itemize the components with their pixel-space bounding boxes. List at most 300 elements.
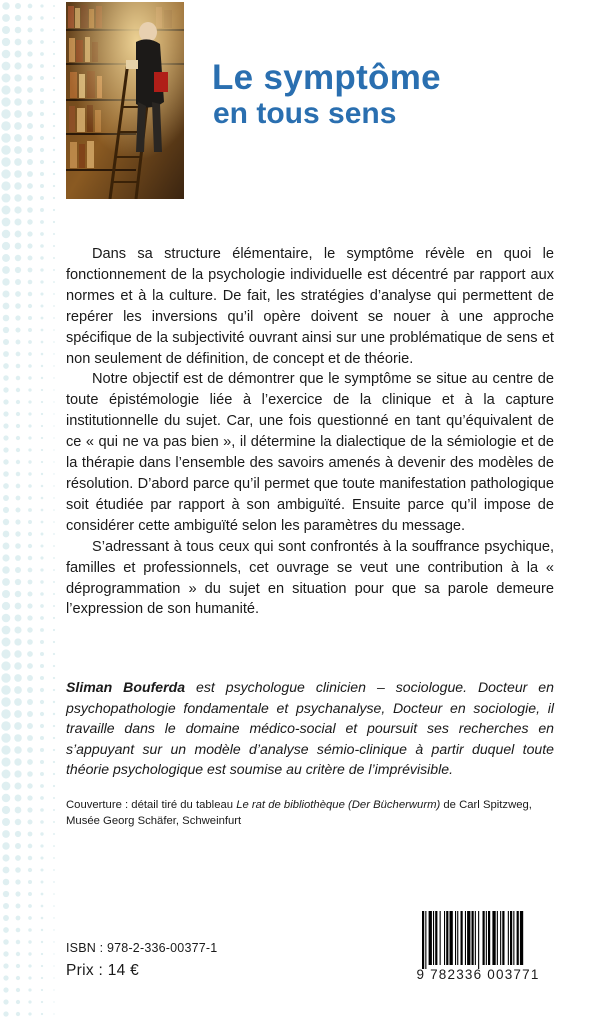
dot <box>53 677 55 679</box>
dot <box>28 580 33 585</box>
dot <box>14 134 22 142</box>
dot <box>28 568 33 573</box>
barcode-bar <box>510 911 512 965</box>
blurb <box>66 244 554 620</box>
dot <box>2 638 11 647</box>
dot <box>2 218 11 227</box>
dot <box>2 14 10 22</box>
dot <box>3 1011 8 1016</box>
dot <box>1 109 10 118</box>
dot <box>41 401 43 403</box>
dot <box>28 1012 31 1015</box>
dot <box>14 674 22 682</box>
dot <box>41 521 44 524</box>
dot <box>28 556 33 561</box>
dot <box>16 388 20 392</box>
barcode <box>411 905 545 985</box>
dot <box>53 833 55 835</box>
dot <box>15 303 21 309</box>
isbn: ISBN : 978-2-336-00377-1 <box>66 941 218 955</box>
dot <box>28 400 31 403</box>
dot <box>1 697 11 707</box>
dot <box>27 675 33 681</box>
dot <box>40 184 44 188</box>
dot <box>27 51 32 56</box>
dot <box>3 303 10 310</box>
title-line-1: Le symptôme <box>212 58 441 97</box>
dot <box>41 1001 43 1003</box>
dot <box>1 673 10 682</box>
dot <box>16 460 20 464</box>
dot <box>16 964 20 968</box>
dot <box>14 722 22 730</box>
dot <box>41 473 43 475</box>
dot <box>53 305 55 307</box>
dot <box>53 905 55 907</box>
dot <box>53 869 55 871</box>
dot <box>15 291 21 297</box>
dot <box>2 278 9 285</box>
blurb-paragraph-2: Notre objectif est de démontrer que le symptôme se situe au centre de toute épistémologie liée à l’exercice de la clinique et à la capture institutionnelle du sujet. Car, une fois questionné en tant qu’équivalent de ce « qui ne va pas bien », il détermine la dialectique de la sémiologie et de la thérapie dans l’ensemble des savoirs amenés à devenir des modèles de résolution. D’abord parce qu’il permet que toute manifestation pathologique soit étudiée par rapport à son ambiguïté. Ensuite parce qu’il impose de considérer cette ambiguïté selon les paramètres du message. <box>66 371 554 534</box>
dot <box>15 579 21 585</box>
dot <box>3 939 9 945</box>
dot <box>15 855 21 861</box>
dot <box>28 448 31 451</box>
dot <box>28 916 32 920</box>
dot <box>3 495 9 501</box>
dot <box>53 749 55 751</box>
dot <box>28 304 32 308</box>
dot <box>53 737 55 739</box>
dot <box>28 340 32 344</box>
dot <box>2 806 10 814</box>
dot <box>2 554 9 561</box>
dot <box>1 169 10 178</box>
dot <box>14 218 21 225</box>
dot <box>27 87 33 93</box>
dot <box>53 581 55 583</box>
dot <box>28 472 31 475</box>
dot <box>3 423 8 428</box>
dot <box>27 783 32 788</box>
barcode-bar <box>455 911 456 965</box>
dot <box>3 999 8 1004</box>
dot <box>1 709 11 719</box>
dot <box>53 137 55 139</box>
dot <box>53 353 54 354</box>
barcode-digits: 9 782336 003771 <box>416 967 540 982</box>
barcode-bar <box>457 911 458 965</box>
dot <box>15 243 22 250</box>
dot <box>28 256 33 261</box>
dot <box>53 281 55 283</box>
dot <box>27 723 33 729</box>
dot <box>28 904 32 908</box>
dot <box>40 640 44 644</box>
dot <box>14 206 21 213</box>
dot <box>40 268 43 271</box>
dot <box>53 317 55 319</box>
dot <box>27 663 33 669</box>
dot <box>2 626 11 635</box>
dot <box>40 796 44 800</box>
dot <box>27 687 33 693</box>
dot <box>3 339 9 345</box>
dot <box>27 123 33 129</box>
dot <box>41 449 43 451</box>
dot <box>28 844 33 849</box>
dot <box>2 854 9 861</box>
dot <box>40 844 43 847</box>
dot <box>40 736 44 740</box>
dot <box>14 74 21 81</box>
dot <box>14 62 21 69</box>
dot <box>53 893 55 895</box>
blurb-paragraph-3: S’adressant à tous ceux qui sont confrontés à la souffrance psychique, familles et professionnels, cet ouvrage se veut une contribution à la « déprogrammation » du sujet en situation pour que sa parole demeure l’expression de son humanité. <box>66 538 554 618</box>
dot <box>2 614 11 623</box>
dot <box>53 209 55 211</box>
dot <box>27 39 32 44</box>
barcode-bar <box>433 911 434 965</box>
dot <box>53 257 55 259</box>
dot <box>41 869 44 872</box>
dot <box>53 521 55 523</box>
dot <box>41 461 43 463</box>
dot <box>28 532 32 536</box>
dot <box>53 797 55 799</box>
dot <box>15 531 20 536</box>
dot <box>2 602 10 610</box>
dot <box>1 121 10 130</box>
author-name: Sliman Bouferda <box>66 679 186 695</box>
dot <box>2 74 11 83</box>
dot <box>41 989 43 991</box>
dot <box>2 818 10 826</box>
dot <box>40 4 43 7</box>
dot <box>53 377 54 378</box>
dot <box>53 785 55 787</box>
dot <box>2 242 10 250</box>
blurb-paragraph-1: Dans sa structure élémentaire, le symptôme révèle en quoi le fonctionnement de la psychologie individuelle est décentré par rapport aux normes et à la culture. De fait, les stratégies d’analyse qui permettent de repérer les inversions qu’il opère doivent se nouer à une approche spécifique de la subjectivité ouvrant ainsi sur une problématique de sens et non seulement de définition, de concept et de théorie. <box>66 246 554 367</box>
dot <box>53 389 54 390</box>
dot <box>27 615 32 620</box>
dot <box>2 254 10 262</box>
dot <box>16 352 21 357</box>
dot <box>40 196 44 200</box>
dot <box>3 951 8 956</box>
dot <box>16 496 21 501</box>
dot <box>53 821 55 823</box>
author-bio-text: est psychologue clinicien – sociologue. Docteur en psychopathologie fondamentale et psychanalyse, Docteur en sociologie, il travaille dans le domaine médico-social et poursuit ses recherches en s’appuyant sur un modèle d’analyse sémio-clinique à partir duquel toute théorie psychologique est soumise au critère de l’imprévisible. <box>66 679 554 778</box>
dot <box>28 16 33 21</box>
dot <box>2 26 10 34</box>
price: Prix : 14 € <box>66 962 140 979</box>
dot <box>41 1013 43 1015</box>
dot <box>3 879 10 886</box>
dot <box>14 110 22 118</box>
dot <box>3 987 8 992</box>
dot <box>2 206 11 215</box>
dot <box>14 182 22 190</box>
barcode-bar <box>440 911 441 965</box>
dot <box>53 761 55 763</box>
dot <box>14 626 21 633</box>
dot <box>14 686 22 694</box>
dot <box>3 927 9 933</box>
dot <box>16 976 20 980</box>
dot <box>3 531 10 538</box>
dot <box>40 16 43 19</box>
dot <box>53 65 55 67</box>
dot <box>15 603 22 610</box>
dot <box>53 269 55 271</box>
dot <box>40 28 44 32</box>
dot <box>15 51 22 58</box>
dot <box>27 75 33 81</box>
dot <box>3 963 8 968</box>
dot <box>15 231 22 238</box>
dot <box>40 52 44 56</box>
dot <box>40 616 44 620</box>
barcode-bar <box>497 911 498 965</box>
dot <box>28 940 31 943</box>
credit-work-title: Le rat de bibliothèque (Der Bücherwurm) <box>236 799 441 811</box>
dot <box>40 832 43 835</box>
dot <box>53 185 55 187</box>
dot <box>40 652 44 656</box>
dot <box>3 351 9 357</box>
dot <box>28 832 33 837</box>
dot <box>16 412 20 416</box>
barcode-bar <box>500 911 501 965</box>
dot <box>14 758 21 765</box>
title-line-2: en tous sens <box>213 97 397 130</box>
dot <box>2 62 11 71</box>
barcode-bar <box>486 911 487 965</box>
dot <box>41 329 44 332</box>
dot <box>16 1012 20 1016</box>
dot <box>16 508 21 513</box>
dot <box>40 592 44 596</box>
dot <box>27 795 32 800</box>
dot <box>16 400 20 404</box>
dot <box>2 794 11 803</box>
dot <box>14 770 21 777</box>
dot <box>1 745 10 754</box>
dot <box>27 183 33 189</box>
barcode-bar <box>425 911 426 969</box>
dot <box>2 770 11 779</box>
dot <box>41 437 43 439</box>
dot <box>3 411 8 416</box>
dot <box>53 965 54 966</box>
dot <box>16 940 20 944</box>
dot <box>15 831 21 837</box>
dot <box>27 207 33 213</box>
dot <box>28 508 32 512</box>
dot <box>40 580 43 583</box>
dot <box>53 773 55 775</box>
dot <box>40 544 43 547</box>
dot <box>40 280 43 283</box>
barcode-bar <box>465 911 466 965</box>
dot <box>2 590 10 598</box>
dot <box>40 88 44 92</box>
dot <box>16 376 20 380</box>
dot <box>2 566 9 573</box>
dot <box>40 664 44 668</box>
dot <box>15 15 21 21</box>
dot <box>1 733 10 742</box>
dot <box>40 772 44 776</box>
dot <box>27 603 32 608</box>
dot <box>40 76 44 80</box>
dot <box>53 845 55 847</box>
dot <box>40 256 43 259</box>
barcode-bar <box>508 911 509 965</box>
dot <box>3 867 10 874</box>
dot <box>27 711 33 717</box>
dot <box>53 53 55 55</box>
barcode-bar <box>513 911 514 965</box>
dot <box>14 662 22 670</box>
dot <box>41 941 43 943</box>
dot <box>3 915 9 921</box>
dot <box>27 771 33 777</box>
dot <box>1 85 10 94</box>
dot <box>40 712 44 716</box>
dot <box>27 111 33 117</box>
dot <box>53 641 55 643</box>
dot <box>41 929 43 931</box>
dot <box>27 231 32 236</box>
dot <box>28 988 31 991</box>
dot <box>16 988 20 992</box>
dot <box>2 578 10 586</box>
dot <box>16 928 21 933</box>
dot <box>40 136 44 140</box>
dot <box>53 605 55 607</box>
barcode-bar <box>483 911 485 965</box>
dot <box>27 135 33 141</box>
dot <box>27 147 33 153</box>
barcode-bar <box>450 911 453 965</box>
dot <box>28 376 31 379</box>
dot <box>53 245 55 247</box>
dot <box>27 627 32 632</box>
dot <box>28 868 32 872</box>
dot <box>15 807 22 814</box>
dot <box>40 292 43 295</box>
dot <box>40 808 44 812</box>
dot <box>53 329 55 331</box>
dot <box>40 724 44 728</box>
dot <box>3 387 8 392</box>
dot <box>15 279 21 285</box>
dot <box>15 891 20 896</box>
dot <box>28 436 31 439</box>
dot <box>53 413 54 414</box>
dot <box>28 484 32 488</box>
barcode-bar <box>461 911 463 965</box>
dot <box>1 685 10 694</box>
dot <box>3 543 10 550</box>
dot <box>40 604 44 608</box>
dot <box>53 989 54 990</box>
dot <box>53 557 55 559</box>
dot <box>53 509 55 511</box>
dot <box>28 952 31 955</box>
dot <box>28 976 31 979</box>
dot <box>27 243 32 248</box>
dot <box>40 124 44 128</box>
dot <box>53 857 55 859</box>
dot <box>53 341 55 343</box>
dot <box>41 353 44 356</box>
dot <box>41 509 44 512</box>
dot <box>40 748 44 752</box>
dot <box>53 77 55 79</box>
dot <box>16 448 20 452</box>
cover-credit <box>66 797 566 829</box>
dot <box>53 917 54 918</box>
dot <box>15 27 22 34</box>
dot <box>2 842 9 849</box>
dot <box>28 388 31 391</box>
dot <box>27 63 33 69</box>
dot <box>53 533 55 535</box>
dot <box>53 569 55 571</box>
dot <box>53 497 54 498</box>
dot <box>40 784 44 788</box>
dot <box>2 38 10 46</box>
dot <box>41 497 44 500</box>
dot <box>15 327 20 332</box>
dot <box>53 401 54 402</box>
dot <box>27 747 33 753</box>
dot <box>1 721 10 730</box>
dot <box>3 315 10 322</box>
dot <box>53 713 55 715</box>
dot <box>15 615 22 622</box>
dot <box>14 782 21 789</box>
dot <box>53 473 54 474</box>
dot <box>28 880 32 884</box>
dot <box>27 807 32 812</box>
dot <box>41 377 43 379</box>
dot <box>53 89 55 91</box>
dot <box>3 447 8 452</box>
dot <box>16 436 20 440</box>
dot <box>28 424 31 427</box>
dot <box>14 170 22 178</box>
dot <box>28 292 32 296</box>
dot <box>15 267 21 273</box>
dot <box>15 819 21 825</box>
dot <box>14 158 22 166</box>
dot <box>53 221 55 223</box>
dot <box>53 1013 54 1014</box>
dot <box>53 545 55 547</box>
dot <box>16 484 21 489</box>
author-bio <box>66 677 554 780</box>
dot <box>41 365 43 367</box>
dot <box>28 316 32 320</box>
dot <box>28 820 33 825</box>
dot <box>40 112 44 116</box>
dot <box>40 40 44 44</box>
barcode-bar <box>475 911 476 965</box>
